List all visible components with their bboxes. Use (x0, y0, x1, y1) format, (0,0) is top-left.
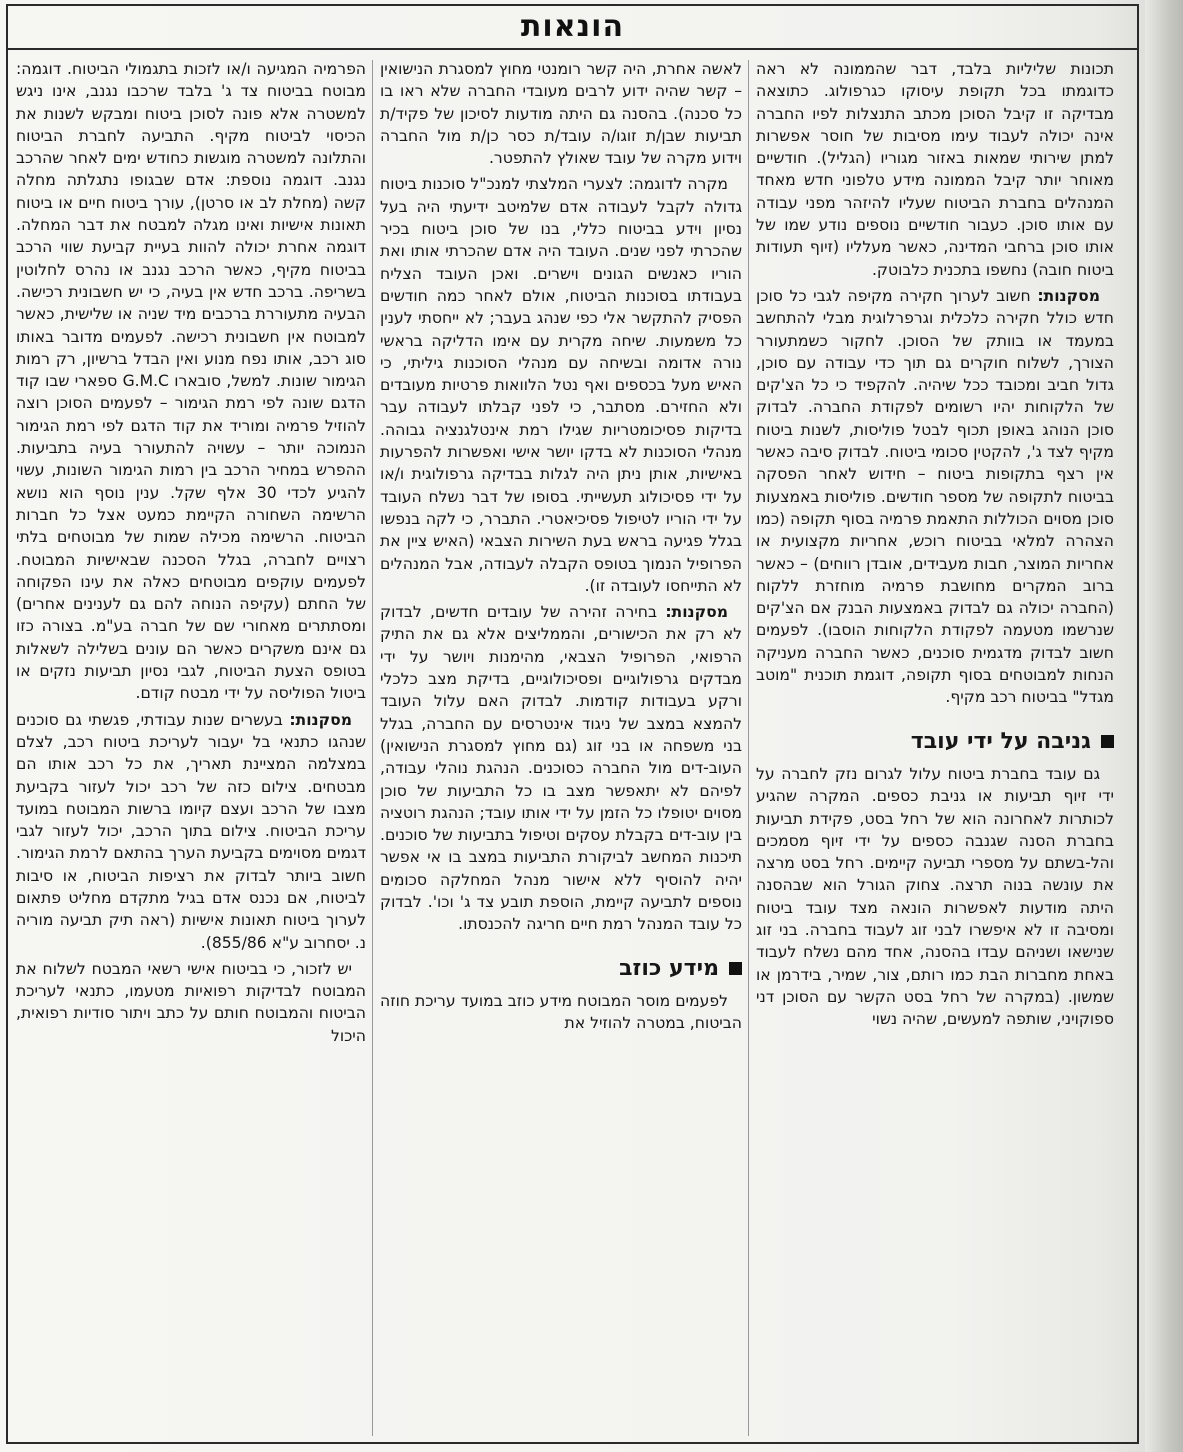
section-title: הונאות (520, 8, 625, 44)
paragraph: לאשה אחרת, היה קשר רומנטי מחוץ למסגרת הנישואין – קשר שהיה ידוע לרבים מעובדי החברה שלא ראו בו כל סכנה). בהסנה גם היתה מודעות לסיכון של פקיד/ת תביעות שבן/ת זוגו/ה עובד/ת כסר כן/ת מול החברה וידוע מקרה של עובד שאולץ להתפטר. (380, 60, 742, 168)
conclusion-label: מסקנות: (1037, 286, 1100, 305)
paragraph (756, 285, 1114, 709)
column-middle (380, 58, 742, 1440)
page-binding-shadow (1145, 0, 1183, 1452)
paragraph: יש לזכור, כי בביטוח אישי רשאי המבטח לשלוח את המבוטח לבדיקות רפואיות מטעמו, כתנאי לעריכת הביטוח והמבוטח חותם על כתב ויתור סודיות רפואית, היכול (16, 959, 366, 1045)
subheading-text: גניבה על ידי עובד (910, 728, 1091, 754)
paragraph (16, 709, 366, 954)
paragraph: הפרמיה המגיעה ו/או לזכות בתגמולי הביטוח. דוגמה: מבוטח בביטוח צד ג' בלבד שרכבו נגנב, אינו ניגש למשטרה אלא פונה לסוכן ביטוח ומבקש לשנות את הכיסוי לביטוח מקיף. התביעה לחברת הביטוח והתלונה למשטרה מוגשות כחודש ימים לאחר שהרכב נגנב. דוגמה נוספת: אדם שבגופו נתגלתה מחלה קשה (מחלת לב או סרטן), עורך ביטוח חיים או ביטוח תאונות אישיות ואינו מגלה למבטח את דבר המחלה. דוגמה אחרת יכולה להוות בעיית קביעת שווי הרכב בביטוח מקיף, כאשר הרכב נגנב או נהרס לחלוטין בשריפה. ברכב חדש אין בעיה, כי יש חשבונית רכישה. הבעיה מתעוררת ברכבים מיד שניה או שלישית, כאשר למבוטח אין חשבונית רכישה. לפעמים מדובר באותו סוג רכב, אותו נפח מנוע ואין הבדל ברשיון, רק רמות הגימור שונות. למשל, סובארו G.M.C ספארי שבו קוד הדגם שונה לפי רמת הגימור – לפעמים הסוכן רוצה להוזיל פרמיה ומוריד את קוד הדגם לפי רמת הגימור הנמוכה יותר – עשויה להתעורר בעיה בתביעות. ההפרש במחיר הרכב בין רמות הגימור השונות, עשוי להגיע לכדי 30 אלף שקל. ענין נוסף הוא נושא הרשימה השחורה הקיימת כמעט אצל כל חברות הביטוח. הרשימה מכילה שמות של מבוטחים בלתי רצויים לחברה, בגלל הסכנה שבאישיות המבוטח. לפעמים עוקפים מבוטחים כאלה את עינו הפקוחה של החתם (עקיפה הנוחה להם גם לענינים אחרים) ומסתתרים מאחורי שם של חברה בע"מ. בצורה כזו גם אינם משקרים כאשר הם עונים בשלילה לשאלות בטופס הצעת הביטוח, לגבי נסיון תביעות נזקים או ביטול הפוליסה על ידי מבטח קודם. (16, 60, 366, 703)
conclusion-label: מסקנות: (665, 603, 728, 622)
paragraph: תכונות שליליות בלבד, דבר שהממונה לא ראה כדוגמתו בכל תקופת עיסוקו כגרפולוג. כתוצאה מבדיקה זו קיבל הסוכן מכתב התנצלות לפיו החברה אינה יכולה לעבוד עימו מסיבות של חוסר אפשרות למתן שירותי שמאות באזור מגוריו (הגליל). חודשיים מאוחר יותר קיבל הממונה מידע טלפוני חדש מאחד המנהלים בחברת הביטוח שעליו להיזהר מפני עבודה עם אותו סוכן. כעבור חודשיים נוספים נודע שמו של אותו סוכן ברחבי המדינה, כאשר מעלליו (זיוף תעודות ביטוח חובה) נחשפו בתכנית כלבוטק. (756, 60, 1114, 279)
section-header (6, 4, 1139, 50)
paragraph-text: בעשרים שנות עבודתי, פגשתי גם סוכנים שנהגו כתנאי בל יעבור לעריכת ביטוח רכב, לצלם במצלמה המציינת תאריך, את כל רכב אותו הם מבטחים. צילום כזה של רכב יכול לעזור בקביעת מצבו של הרכב ועצם קיומו ברשות המבוטח במועד עריכת הביטוח. צילום בתוך הרכב, יכול לעזור לגבי דגמים מסוימים בקביעת הערך בהתאם לרמת הגימור. חשוב ביותר לבדוק את רציפות הביטוח, או סיבות לביטוח, אם נכנס אדם בגיל מתקדם מחליט פתאום לערוך ביטוח תאונות אישיות (ראה תיק תביעה מוריה נ. יסחרוב ע"א 855/86). (16, 710, 366, 952)
paragraph-text: חשוב לערוך חקירה מקיפה לגבי כל סוכן חדש כולל חקירה כלכלית וגרפרלוגית מבלי להתחשב במעמד או בוותק של הסוכן. לחקור כשמתעורר הצורך, לשלוח חוקרים גם תוך כדי עבודה עם סוכן, גדול חביב ומכובד ככל שיהיה. להקפיד כי כל הצ'קים של הלקוחות יהיו רשומים לפקודת החברה. לבדוק סוכן הנוהג באופן תכוף לבטל פוליסות, לשנות ביטוח מקיף לצד ג', להקטין סכומי ביטוח. לבדוק סיבה כאשר אין רצף בתקופות ביטוח – חידוש לאחר הפסקה בביטוח לתקופה של מספר חודשים. פוליסות באמצעות סוכן מסוים הכוללות התאמת פרמיה בסוף תקופה (כמו הצהרה למלאי בביטוח רוכש, אחריות מקצועית או אחריות המוצר, חבות מעבידים, אובדן רווחים) – כאשר ברוב המקרים מחושבת פרמיה מוחזרת ללקוח (החברה יכולה גם לבדוק באמצעות הבנק אם הצ'קים שנרשמו מטעמה לפקודת הלקוחות הוסבו). לפעמים חשוב לבדוק מדגמית סוכנים, כאשר החברה מעניקה הנחות למבוטחים בסוף תקופה, דוגמת תוכנית "מוטב מגדל" בביטוח רכב מקיף. (756, 286, 1114, 707)
square-bullet-icon (1101, 735, 1114, 748)
paragraph: מקרה לדוגמה: לצערי המלצתי למנכ"ל סוכנות ביטוח גדולה לקבל לעבודה אדם שלמיטב ידיעתי היה בעל נסיון וידע בביטוח כללי, בנו של סוכן ביטוח בכיר שהכרתי לפני שנים. העובד היה אדם שהכרתי אותו ואת הוריו כאנשים הגונים וישרים. ואכן העובד הצליח בעבודתו בסוכנות הביטוח, אולם לאחר כמה חודשים הפסיק להתקשר אלי כפי שנהג בעבר; לא ייחסתי לענין כל משמעות. שיחה מקרית עם אימו הדליקה בראשי נורה אדומה ובשיחה עם מנהלי הסוכנות גיליתי, כי האיש מעל בכספים ואף נטל הלוואות פרטיות מעובדים ולא החזירם. מסתבר, כי לפני קבלתו לעבודה עבר בדיקות פסיכומטריות שגילו רמת אינטלגנציה גבוהה. מנהלי הסוכנות לא בדקו יושר אישי ואפשרות להפרעות באישיות, אותן ניתן היה לגלות בבדיקה גרפולוגית ו/או על ידי פסיכולוג תעשייתי. בסופו של דבר נשלח העובד על ידי הוריו לטיפול פסיכיאטרי. התברר, כי לקה בנפשו בגלל פגיעה בראש בעת השירות הצבאי (האיש ציין את הפרופיל הנמוך בטופס הקבלה לעבודה, אבל המנהלים לא התייחסו לעובדה זו). (380, 175, 742, 595)
paragraph: לפעמים מוסר המבוטח מידע כוזב במועד עריכת חוזה הביטוח, במטרה להוזיל את (380, 991, 742, 1033)
subheading (380, 955, 742, 981)
subheading (756, 728, 1114, 754)
column-left (16, 58, 366, 1440)
paragraph: גם עובד בחברת ביטוח עלול לגרום נזק לחברה על ידי זיוף תביעות או גניבת כספים. המקרה שהגיע לכותרות לאחרונה הוא של רחל בסט, פקידת תביעות בחברת הסנה שגנבה כספים על ידי זיוף מסמכים והל-בשתם על מספרי תביעה קיימים. רחל בסט מרצה את עונשה בנוה תרצה. צחוק הגורל הוא שבהסנה היתה מודעות לאפשרות הונאה מצד עובד ביטוח ומסיבה זו לא איפשרו לבני זוג לעבוד בחברה. בני זוג שנישאו ושניהם עבדו בהסנה, אחד מהם נשלח לעבוד באחת מחברות הבת כמו רותם, צור, שמיר, בידרמן או שמשון. (במקרה של רחל בסט הקשר עם הסוכן דני ספוקויני, שותפה למעשים, שהיה נשוי (756, 764, 1114, 1029)
paragraph (380, 601, 742, 935)
square-bullet-icon (729, 962, 742, 975)
subheading-text: מידע כוזב (619, 955, 719, 981)
column-divider (372, 60, 373, 1436)
column-divider (748, 60, 749, 1436)
paragraph-text: בחירה זהירה של עובדים חדשים, לבדוק לא רק את הכישורים, והממליצים אלא גם את התיק הרפואי, הפרופיל הצבאי, מהימנות ויושר על ידי מבדקים גרפולוגיים ופסיכולוגיים, בדיקת מצב כלכלי ורקע בעבודות קודמות. לבדוק האם עלול העובד להמצא במצב של ניגוד אינטרסים עם החברה, בגלל בני משפחה או בני זוג (גם מחוץ למסגרת הנישואין) העוב-דים מול החברה כסוכנים. הנהגת נוהלי עבודה, לפיהם לא יתאפשר מצב בו כל התביעות של סוכן מסוים יטופלו כל הזמן על ידי אותו עובד; הנהגת רוטציה בין עוב-דים בקבלת עסקים וטיפול בתביעות של סוכנים. תיכנות המחשב לביקורת התביעות במצב בו אי אפשר יהיה להוסיף ללא אישור מנהל המחלקה סכומים נוספים לתביעה קיימת, הוספת תובע צד ג' וכו'. לבדוק כל עובד המנהל רמת חיים חריגה להכנסתו. (380, 603, 742, 934)
column-right (756, 58, 1114, 1440)
conclusion-label: מסקנות: (289, 710, 352, 729)
